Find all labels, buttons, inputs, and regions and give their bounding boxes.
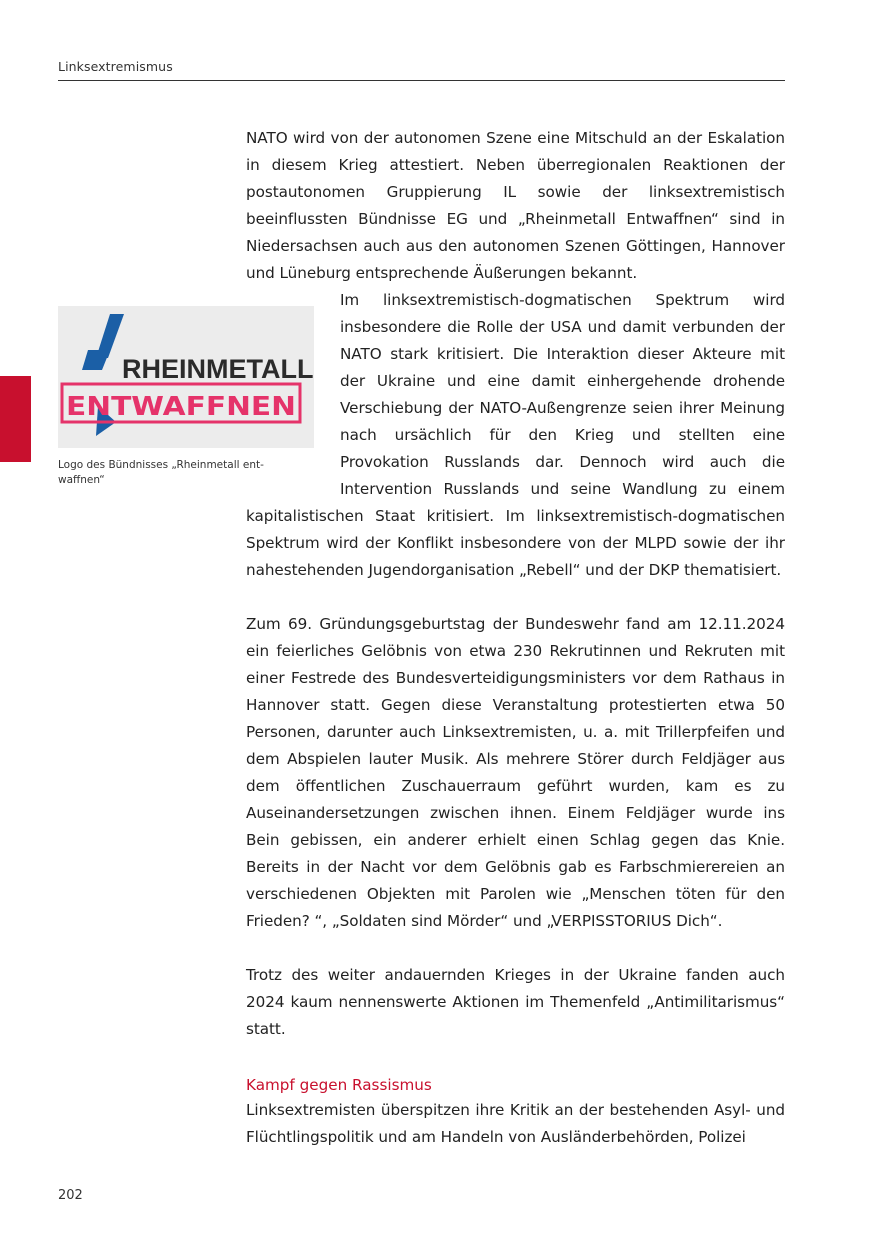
paragraph-antimilitarismus [246,962,785,1043]
logo-line1: RHEINMETALL [122,354,314,384]
paragraph-intro-text: NATO wird von der autonomen Szene eine Mitschuld an der Eskalation in diesem Krieg attestiert. Neben überregionalen Reaktionen der postautonomen Gruppierung IL sowie der linksextremistisch beeinflussten Bündnisse EG und „Rheinmetall Entwaffnen“ sind in Niedersachsen auch aus den autonomen Szenen Göttingen, Hannover und Lüneburg entsprechende Äußerungen bekannt. [246,129,785,282]
logo-graphic [58,306,314,448]
paragraph-dogmatic [246,287,785,584]
logo-line2: ENTWAFFNEN [66,392,296,422]
paragraph-dogmatic-text: Im linksextremistisch-dogmatischen Spektrum wird insbesondere die Rolle der USA und damit verbunden der NATO stark kritisiert. Die Interaktion dieser Akteure mit der Ukraine und eine damit einhergehende drohende Verschiebung der NATO-Außengrenze seien ihrer Meinung nach ursächlich für den Krieg und stellten eine Provokation Russlands dar. Dennoch wird auch die Intervention Russlands und seine Wandlung zu einem kapitalistischen Staat kritisiert. Im linksextremistisch-dogmatischen Spektrum wird der Konflikt insbesondere von der MLPD sowie der ihr nahestehenden Jugendorganisation „Rebell“ und der DKP thematisiert. [246,291,785,579]
paragraph-geloebnis [246,611,785,935]
paragraph-geloebnis-text: Zum 69. Gründungsgeburtstag der Bundeswehr fand am 12.11.2024 ein feierliches Gelöbnis von etwa 230 Rekrutinnen und Rekruten mit einer Festrede des Bundesverteidigungsministers vor dem Rathaus in Hannover statt. Gegen diese Veranstaltung protestierten etwa 50 Personen, darunter auch Linksextremisten, u. a. mit Trillerpfeifen und dem Abspielen lauter Musik. Als mehrere Störer durch Feldjäger aus dem öffentlichen Zuschauerraum geführt wurden, kam es zu Auseinandersetzungen zwischen ihnen. Einem Feldjäger wurde ins Bein gebissen, ein anderer erhielt einen Schlag gegen das Knie. Bereits in der Nacht vor dem Gelöbnis gab es Farbschmierereien an verschiedenen Objekten mit Parolen wie „Menschen töten für den Frieden? “, „Soldaten sind Mörder“ und „VERPISSTORIUS Dich“. [246,615,785,930]
chapter-side-tab [0,376,31,462]
running-header [58,56,785,81]
logo-caption: Logo des Bündnisses „Rheinmetall ent- waffnen“ [58,459,264,486]
paragraph-rassismus [246,1097,785,1151]
paragraph-intro [246,125,785,287]
running-header-title: Linksextremismus [58,59,173,74]
rheinmetall-entwaffnen-logo [58,306,314,448]
paragraph-rassismus-text: Linksextremisten überspitzen ihre Kritik an der bestehenden Asyl- und Flüchtlingspolitik und am Handeln von Ausländerbehörden, Polizei [246,1101,785,1146]
paragraph-antimilitarismus-text: Trotz des weiter andauernden Krieges in der Ukraine fanden auch 2024 kaum nennenswerte Aktionen im Themenfeld „Antimilitarismus“ statt. [246,966,785,1038]
page-number: 202 [58,1188,83,1203]
section-heading: Kampf gegen Rassismus [246,1076,432,1094]
